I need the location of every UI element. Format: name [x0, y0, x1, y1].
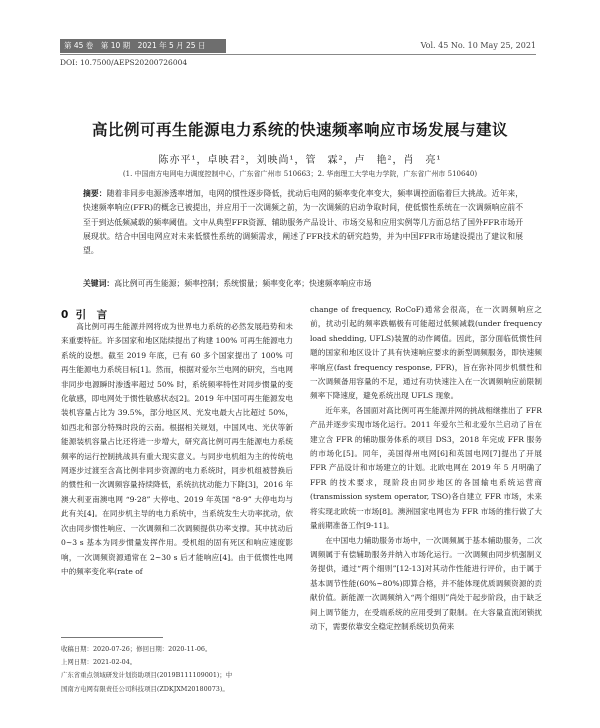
abstract-label: 摘要： [83, 189, 107, 198]
journal-volume-info: Vol. 45 No. 10 May 25, 2021 [420, 41, 536, 50]
left-column [61, 320, 293, 579]
body-paragraph: change of frequency, RoCoF)通常会很高，在一次调频响应之前，扰动引起的频率跌幅极有可能超过低频减载(under frequency load shedding, UFLS)装置的动作阈值。因此，部分面临低惯性问题的国家和地区设计了具有快速响应要求的新型调频服务，即快速频率响应(fast frequency response, FFR)，旨在弥补同步机惯性和一次调频备用容量的不足，通过有功快速注入在一次调频响应前限制频率下降速度，避免系统出现 UFLS 现象。 [310, 305, 542, 401]
footnote-divider [61, 637, 163, 638]
keywords-text: 高比例可再生能源；频率控制；系统惯量；频率变化率；快速频率响应市场 [114, 279, 372, 288]
affiliations: (1. 中国南方电网电力调度控制中心，广东省广州市 510663；2. 华南理工大学电力学院，广东省广州市 510640) [122, 170, 478, 178]
right-column [310, 303, 542, 634]
footnote-line: 上网日期：2021-02-04。 [61, 658, 137, 667]
abstract-text: 随着非同步电源渗透率增加，电网的惯性逐步降低，扰动后电网的频率变化率变大，频率调控面临着巨大挑战。近年来，快速频率响应(FFR)的概念已被提出，并应用于一次调频之前，为一次调频的启动争取时间，使低惯性系统在一次调频响应前不至于到达低频减载的频率阈值。文中从典型FFR资源、辅助服务产品设计、市场交易和应用实例等几方面总结了国外FFR市场开展现状。结合中国电网应对未来低惯性系统的调频需求，阐述了FFR技术的研究趋势，并为中国FFR市场建设提出了建议和展望。 [83, 189, 523, 256]
abstract [83, 187, 523, 258]
author-list: 陈亦平¹，卓映君²，刘映尚¹，管 霖²，卢 艳²，肖 亮¹ [158, 155, 442, 166]
body-paragraph: 在中国电力辅助服务市场中，一次调频属于基本辅助服务，二次调频属于有偿辅助服务并纳入市场化运行。一次调频由同步机强制义务提供，通过“两个细则”[12-13]对其动作性能进行评价，由于属于基本调节性能(60%~80%)即算合格，并不能体现优质调频资源的贡献价值。新能源一次调频纳入“两个细则”尚处于起步阶段，由于缺乏间上调节能力，在受端系统的应用受到了限制。在大容量直流闭锁扰动下，需要依靠安全稳定控制系统切负荷来 [310, 535, 542, 631]
footnote-line: 广东省重点领域研发计划资助项目(2019B111109001)；中 [61, 671, 233, 680]
body-paragraph: 高比例可再生能源并网将成为世界电力系统的必然发展趋势和未来重要特征。许多国家和地区陆续提出了构建 100% 可再生能源电力系统的设想。截至 2019 年底，已有 60 多个国家提出了 100% 可再生能源电力系统目标[1]。然而，根据对爱尔兰电网的研究，当电网非同步电源瞬时渗透率超过 50% 时，系统频率特性对同步惯量的变化敏感，即电网处于惯性敏感状态[2]。2019 年中国可再生能源发电装机容量占比为 39.5%，部分地区风、光发电最大占比超过 50%，如西北和部分特殊时段的云南。根据相关规划，中国风电、光伏等新能源装机容量占比还将进一步增大，研究高比例可再生能源电力系统频率的运行控制挑战具有重大现实意义。与同步电机组为主的传统电网逐步过渡至含高比例非同步资源的电力系统时，同步机组被替换后的惯性和一次调频容量持续降低，系统抗扰动能力下降[3]，2016 年澳大利亚南澳电网 “9·28” 大停电、2019 年英国 “8·9” 大停电均与此有关[4]。在同步机主导的电力系统中，当系统发生大功率扰动，依次由同步惯性响应、一次调频和二次调频提供功率支撑。其中扰动后 0~3 s 基本为同步惯量发挥作用。受机组的固有死区和响应速度影响，一次调频资源通常在 2~30 s 后才能响应[4]。由于低惯性电网中的频率变化率(rate of [61, 322, 293, 576]
keywords-label: 关键词： [83, 279, 115, 288]
footnote-line: 国南方电网有限责任公司科技项目(ZDKJXM20180073)。 [61, 684, 229, 693]
section-title: 引 言 [75, 309, 108, 321]
section-number: 0 [61, 309, 69, 321]
doi: DOI: 10.7500/AEPS20200726004 [60, 58, 188, 67]
header-divider [60, 54, 536, 55]
journal-issue-banner: 第 45 卷 第 10 期 2021 年 5 月 25 日 [60, 39, 226, 53]
paper-title: 高比例可再生能源电力系统的快速频率响应市场发展与建议 [91, 121, 508, 139]
body-paragraph: 近年来，各国面对高比例可再生能源并网的挑战相继推出了 FFR 产品并逐步实现市场化运行。2011 年爱尔兰和北爱尔兰启动了旨在建立含 FFR 的辅助服务体系的项目 DS3，2018 年完成 FFR 服务的市场化[5]。同年，美国得州电网[6]和英国电网[7]提出了开展 FFR 产品设计和市场建立的计划。北欧电网在 2019 年 5 月明确了 FFR 的技术要求，现阶段由同步地区的各国输电系统运营商(transmission system operator, TSO)各自建立 FFR 市场，未来将实现北欧统一市场[8]。澳洲国家电网也为 FFR 市场的推行做了大量前期准备工作[9-11]。 [310, 405, 542, 531]
keywords [83, 278, 523, 289]
footnotes [61, 643, 301, 696]
footnote-line: 收稿日期：2020-07-26；修回日期：2020-11-06。 [61, 645, 212, 653]
